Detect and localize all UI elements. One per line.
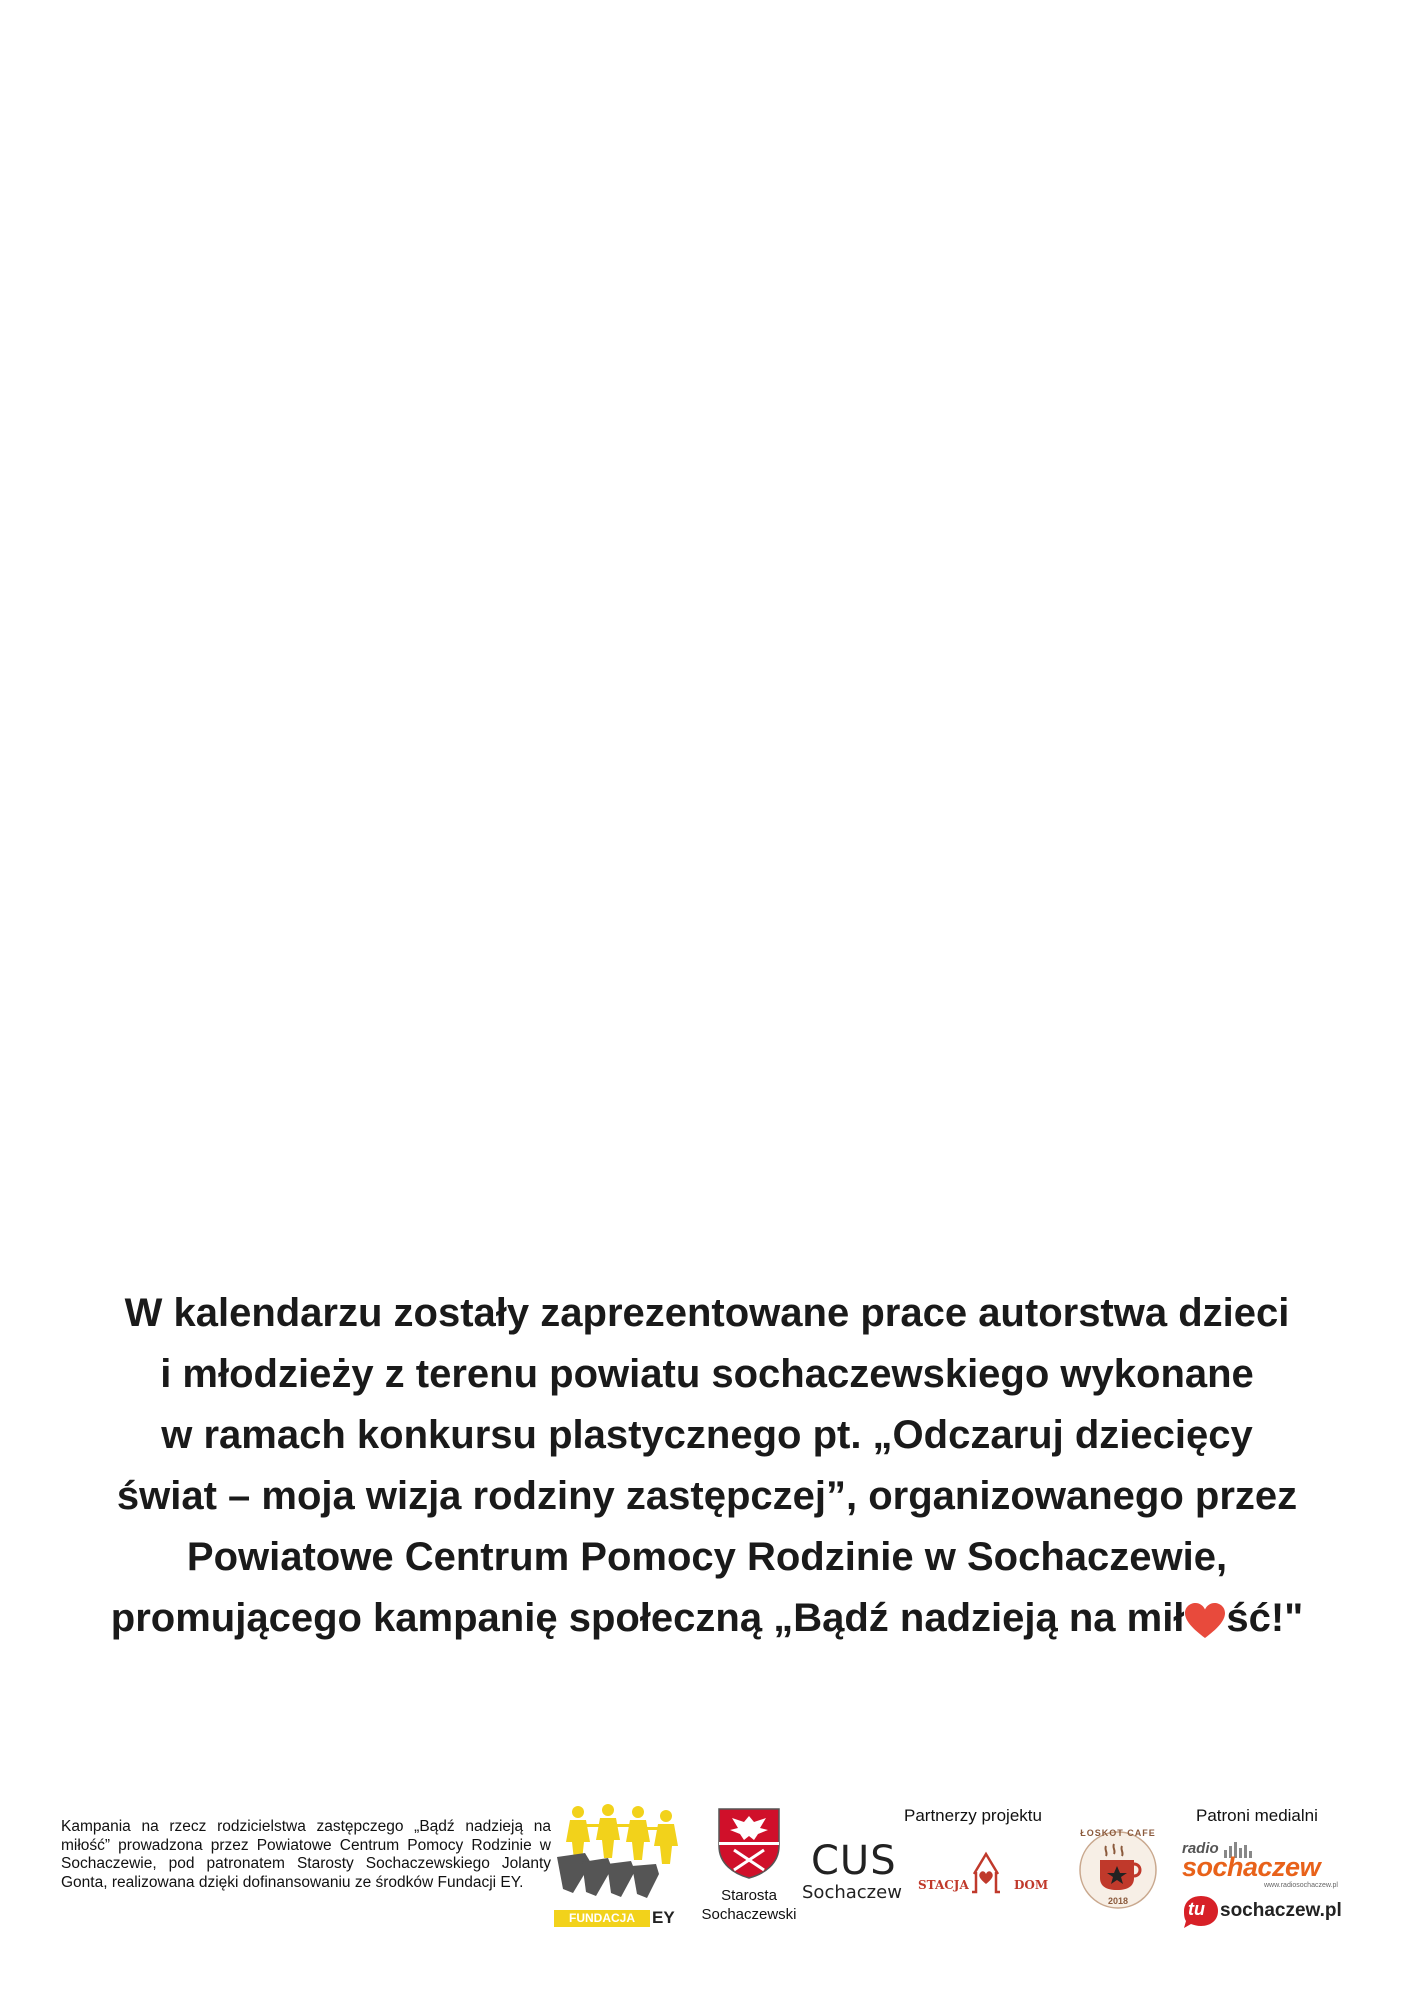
fundacja-label: FUNDACJA	[554, 1910, 650, 1927]
statement-line-3: w ramach konkursu plastycznego pt. „Odczaruj dziecięcy	[161, 1413, 1253, 1457]
koskot-year: 2018	[1107, 1896, 1129, 1906]
tu-label: tu	[1188, 1899, 1205, 1919]
main-statement	[40, 1283, 1374, 1649]
campaign-note: Kampania na rzecz rodzicielstwa zastępczego „Bądź nadzieją na miłość” prowadzona przez Powiatowe Centrum Pomocy Rodzinie w Sochaczewie, pod patronatem Starosty Sochaczewskiego Jolanty Gonta, realizowana dzięki dofinansowaniu ze środków Fundacji EY.	[61, 1818, 551, 1891]
tu-domain: sochaczew.pl	[1220, 1900, 1342, 1921]
media-patrons-heading: Patroni medialni	[1196, 1806, 1318, 1825]
stacja-dom-logo	[916, 1848, 1056, 1898]
koskot-cafe-logo	[1078, 1830, 1158, 1910]
starosta-caption	[686, 1886, 812, 1924]
coat-of-arms-icon	[716, 1806, 782, 1880]
statement-line-6-start: promującego kampanię społeczną „Bądź nadzieją na mił	[110, 1596, 1185, 1640]
koskot-label: ŁOSKOT CAFE	[1080, 1828, 1156, 1838]
starosta-line2: Sochaczewski	[701, 1906, 797, 1923]
starosta-line1: Starosta	[721, 1887, 777, 1904]
partners-heading: Partnerzy projektu	[904, 1806, 1042, 1825]
radio-sochaczew-logo	[1180, 1840, 1350, 1890]
radio-label: radio	[1182, 1840, 1219, 1857]
statement-line-5: Powiatowe Centrum Pomocy Rodzinie w Sochaczewie,	[186, 1535, 1228, 1579]
radio-name: sochaczew	[1182, 1852, 1321, 1882]
statement-line-1: W kalendarzu zostały zaprezentowane prace autorstwa dzieci	[124, 1291, 1290, 1335]
fundacja-ey-logo	[552, 1802, 682, 1927]
ey-label: EY	[652, 1908, 675, 1927]
statement-line-6	[40, 1588, 1374, 1649]
radio-url: www.radiosochaczew.pl	[1264, 1882, 1338, 1889]
cus-subtitle: Sochaczew	[802, 1882, 902, 1903]
starosta-crest-logo	[716, 1806, 782, 1880]
children-silhouette-icon	[552, 1802, 682, 1907]
heart-icon	[1185, 1603, 1225, 1637]
statement-line-4: świat – moja wizja rodziny zastępczej”, organizowanego przez	[116, 1474, 1298, 1518]
stacja-left-label: STACJA	[918, 1878, 969, 1892]
statement-line-2: i młodzieży z terenu powiatu sochaczewskiego wykonane	[160, 1352, 1254, 1396]
statement-line-6-end: ść!"	[1226, 1596, 1304, 1640]
tu-sochaczew-logo	[1182, 1894, 1352, 1930]
stacja-right-label: DOM	[1014, 1878, 1049, 1892]
cus-label: CUS	[811, 1838, 897, 1884]
